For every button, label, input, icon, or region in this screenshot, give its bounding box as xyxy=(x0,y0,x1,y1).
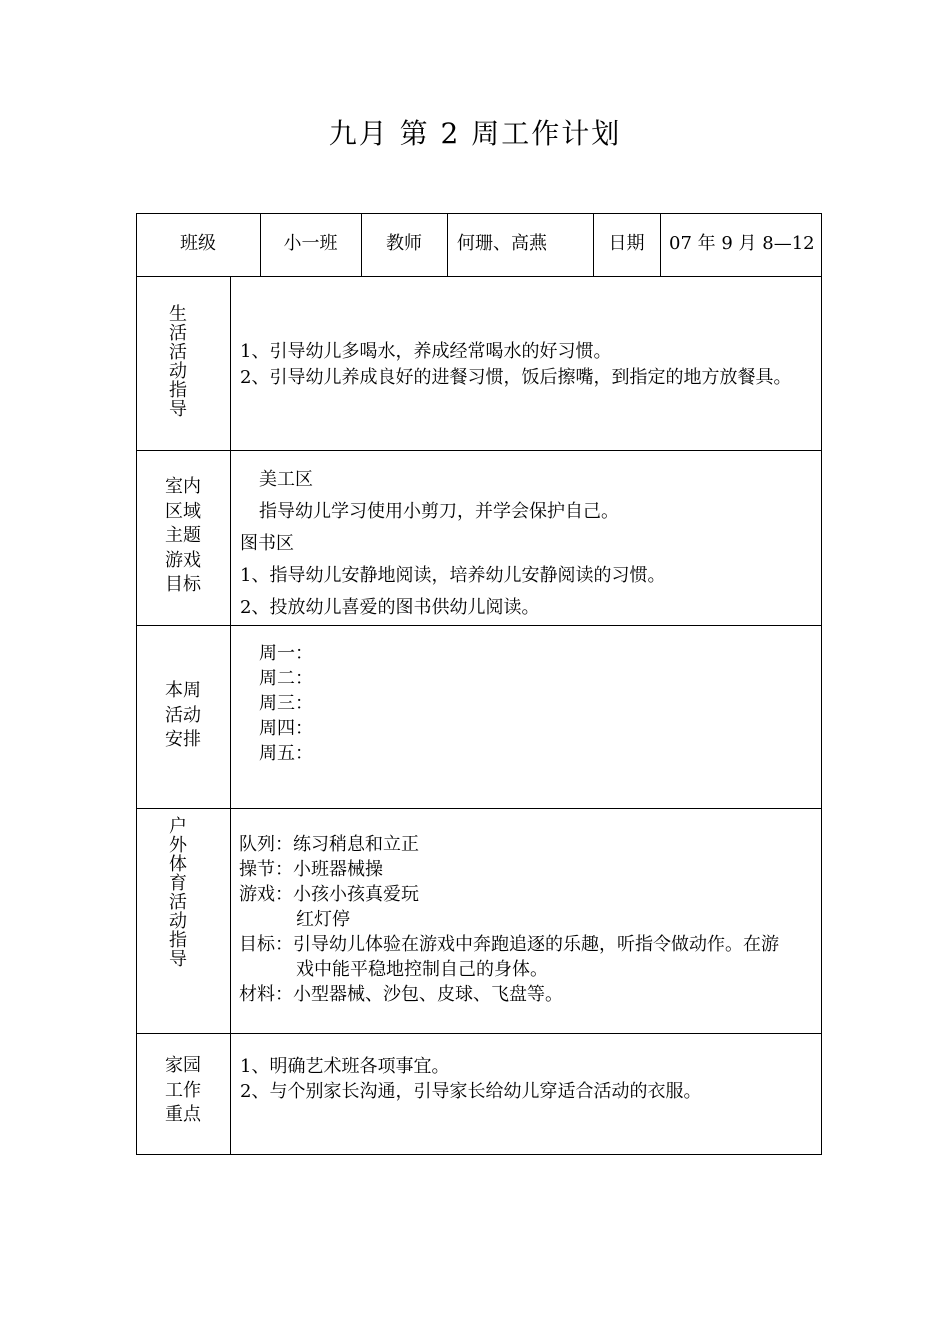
outdoor-section-content xyxy=(239,832,779,1007)
label-line: 目标 xyxy=(165,574,201,595)
content-line: 周二： xyxy=(259,668,313,689)
teacher-value: 何珊、高燕 xyxy=(457,233,547,254)
weekly-section-content xyxy=(259,641,313,766)
table-divider xyxy=(136,625,822,626)
weekly-section-label xyxy=(148,679,218,753)
content-line: 周一： xyxy=(259,643,313,664)
label-line: 活动 xyxy=(165,704,201,726)
label-char: 体 xyxy=(169,854,187,875)
class-value: 小一班 xyxy=(283,233,338,254)
content-line: 1、引导幼儿多喝水，养成经常喝水的好习惯。 xyxy=(240,341,612,362)
label-char: 导 xyxy=(169,949,187,970)
label-char: 指 xyxy=(169,930,187,951)
content-line: 1、指导幼儿安静地阅读，培养幼儿安静阅读的习惯。 xyxy=(240,565,666,586)
label-char: 育 xyxy=(169,873,187,894)
label-line: 安排 xyxy=(165,729,201,750)
page-title: 九月 第 2 周工作计划 xyxy=(328,117,622,150)
content-line: 指导幼儿学习使用小剪刀，并学会保护自己。 xyxy=(259,501,619,522)
label-char: 生 xyxy=(169,304,187,325)
label-line: 家园 xyxy=(165,1055,201,1076)
life-section-content xyxy=(240,339,791,391)
label-line: 区域 xyxy=(165,500,201,522)
label-line: 本周 xyxy=(165,680,201,701)
label-char: 活 xyxy=(169,342,187,363)
content-line: 队列：练习稍息和立正 xyxy=(239,834,419,855)
table-divider xyxy=(136,1033,822,1034)
class-label: 班级 xyxy=(180,233,216,254)
life-section-label xyxy=(163,305,193,419)
label-char: 户 xyxy=(169,816,187,837)
content-line: 美工区 xyxy=(259,469,313,490)
table-divider xyxy=(447,213,448,276)
indoor-section-content xyxy=(240,464,665,624)
label-line: 游戏 xyxy=(165,549,201,571)
table-divider xyxy=(230,276,231,1155)
label-char: 活 xyxy=(169,892,187,913)
date-label: 日期 xyxy=(608,233,645,254)
home-section-content xyxy=(240,1054,701,1104)
label-line: 主题 xyxy=(165,525,201,546)
content-line: 操节：小班器械操 xyxy=(239,859,383,880)
content-line: 2、与个别家长沟通，引导家长给幼儿穿适合活动的衣服。 xyxy=(240,1081,702,1102)
content-line: 周五： xyxy=(259,743,313,764)
label-char: 外 xyxy=(169,835,187,856)
label-line: 室内 xyxy=(165,476,201,497)
content-line: 2、引导幼儿养成良好的进餐习惯，饭后擦嘴，到指定的地方放餐具。 xyxy=(240,367,792,388)
outdoor-section-label xyxy=(163,817,193,969)
label-char: 活 xyxy=(169,323,187,344)
label-line: 重点 xyxy=(165,1104,201,1125)
content-line: 戏中能平稳地控制自己的身体。 xyxy=(296,959,548,980)
content-line: 周三： xyxy=(259,693,313,714)
teacher-label: 教师 xyxy=(386,233,422,254)
content-line: 材料：小型器械、沙包、皮球、飞盘等。 xyxy=(239,984,563,1005)
content-line: 图书区 xyxy=(240,533,294,554)
indoor-section-label xyxy=(148,475,218,598)
date-value: 07 年 9 月 8—12 xyxy=(669,233,815,254)
label-char: 动 xyxy=(169,911,187,932)
content-line: 周四： xyxy=(259,718,313,739)
label-char: 动 xyxy=(169,361,187,382)
home-section-label xyxy=(148,1054,218,1128)
label-char: 指 xyxy=(169,380,187,401)
table-divider xyxy=(136,276,822,277)
label-char: 导 xyxy=(169,399,187,420)
table-divider xyxy=(136,450,822,451)
content-line: 游戏：小孩小孩真爱玩 xyxy=(239,884,419,905)
label-line: 工作 xyxy=(165,1079,201,1101)
content-line: 目标：引导幼儿体验在游戏中奔跑追逐的乐趣，听指令做动作。在游 xyxy=(239,934,779,955)
content-line: 1、明确艺术班各项事宜。 xyxy=(240,1056,450,1077)
content-line: 2、投放幼儿喜爱的图书供幼儿阅读。 xyxy=(240,597,540,618)
table-divider xyxy=(660,213,661,276)
table-divider xyxy=(136,808,822,809)
content-line: 红灯停 xyxy=(296,909,350,930)
